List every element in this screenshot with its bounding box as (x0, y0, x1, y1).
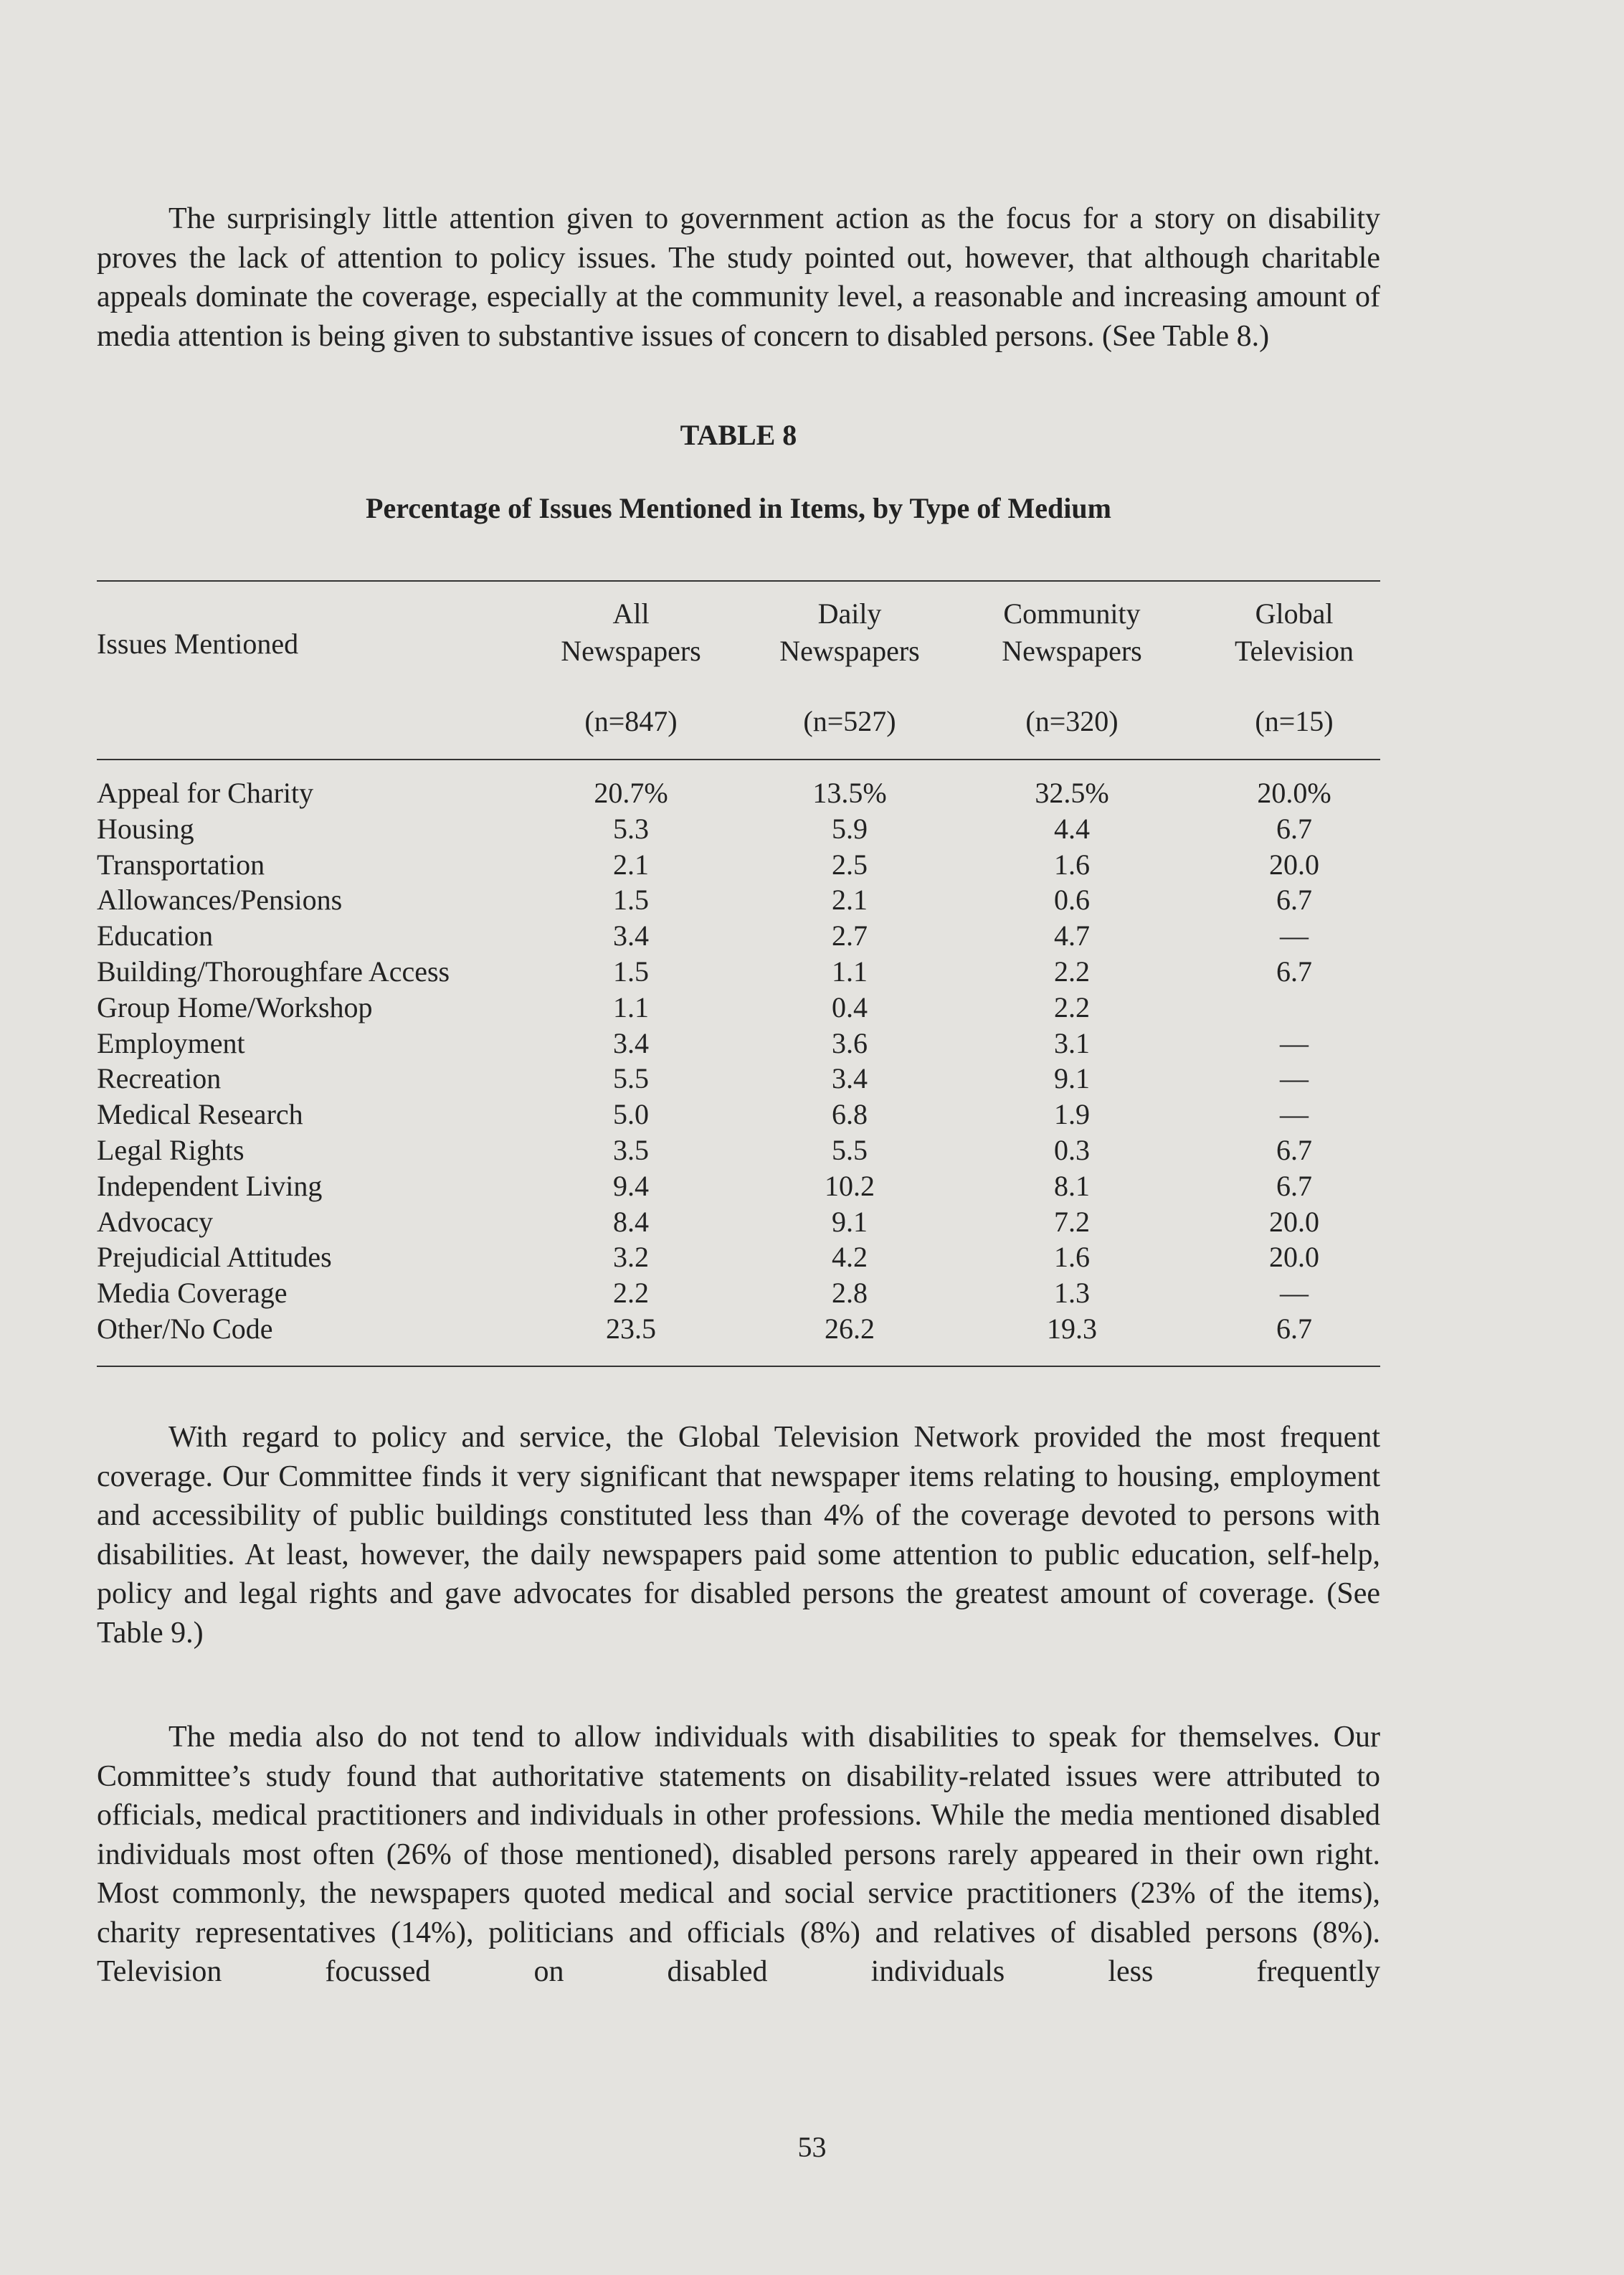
table-cell: 20.7% (594, 777, 668, 809)
issue-label: Media Coverage (97, 1277, 288, 1310)
table-cell: 6.8 (832, 1098, 868, 1131)
column-header-line: Community (1003, 597, 1141, 630)
table-row (97, 1097, 1380, 1132)
table-cell: 6.7 (1276, 955, 1312, 988)
table-row (97, 990, 1380, 1026)
table-cell: — (1280, 1026, 1309, 1059)
table-cell: 7.2 (1054, 1205, 1090, 1238)
table-cell: 1.5 (613, 884, 649, 917)
table-cell: 23.5 (606, 1312, 656, 1345)
sample-size-daily: (n=527) (803, 705, 896, 737)
table-cell: 2.7 (832, 919, 868, 952)
column-header-all-newspapers (541, 595, 721, 670)
table-row (97, 1168, 1380, 1204)
spokesperson-paragraph (97, 1718, 1380, 1992)
table-cell: 6.7 (1276, 1169, 1312, 1202)
table-row (97, 882, 1380, 918)
column-header-community-newspapers (964, 595, 1179, 670)
table-cell: 3.1 (1054, 1026, 1090, 1059)
table-cell: 9.4 (613, 1169, 649, 1202)
row-header: Issues Mentioned (97, 628, 299, 660)
table-cell: 0.4 (832, 990, 868, 1023)
table-cell: 9.1 (832, 1205, 868, 1238)
table-cell: 20.0% (1257, 777, 1331, 809)
issue-label: Advocacy (97, 1205, 214, 1238)
sample-size-all: (n=847) (584, 705, 678, 737)
table-cell: 6.7 (1276, 884, 1312, 917)
issue-label: Legal Rights (97, 1133, 244, 1166)
column-header-line: Newspapers (779, 635, 920, 667)
issue-label: Appeal for Charity (97, 777, 314, 809)
column-header-line: Newspapers (1002, 635, 1142, 667)
table-cell: 1.9 (1054, 1098, 1090, 1131)
table-row (97, 1311, 1380, 1347)
table-cell: 2.2 (613, 1277, 649, 1310)
paragraph-text: The media also do not tend to allow individuals with disabilities to speak for themselves. Our Committee’s study found that authoritative statements on disability-related issues were attributed to officials, medical practitioners and individuals in other professions. While the media mentioned disabled individuals most often (26% of those mentioned), disabled persons rarely appeared in their own right. Most commonly, the newspapers quoted medical and social service practitioners (23% of the items), charity representatives (14%), politicians and officials (8%) and relatives of disabled persons (8%). Television focussed on disabled individuals less frequently (97, 1721, 1380, 1988)
table-cell: 0.6 (1054, 884, 1090, 917)
column-header-line: Daily (817, 597, 882, 630)
table-row (97, 1061, 1380, 1097)
table-cell: 1.1 (613, 990, 649, 1023)
table-label: TABLE 8 (680, 419, 797, 451)
table-cell: 2.1 (613, 848, 649, 881)
table-cell: 0.3 (1054, 1133, 1090, 1166)
table-cell: 6.7 (1276, 1133, 1312, 1166)
table-cell: 1.6 (1054, 1241, 1090, 1274)
table-row (97, 1204, 1380, 1240)
issue-label: Prejudicial Attitudes (97, 1241, 332, 1274)
issue-label: Other/No Code (97, 1312, 273, 1345)
table-row (97, 954, 1380, 990)
table-cell: 4.2 (832, 1241, 868, 1274)
issue-label: Medical Research (97, 1098, 303, 1131)
table-cell: 2.5 (832, 848, 868, 881)
table-row (97, 1275, 1380, 1311)
table-row (97, 1239, 1380, 1275)
table-cell: 5.0 (613, 1098, 649, 1131)
table-cell: 2.2 (1054, 990, 1090, 1023)
table-cell: 19.3 (1047, 1312, 1097, 1345)
table-caption: Percentage of Issues Mentioned in Items, by Type of Medium (366, 492, 1111, 524)
issue-label: Recreation (97, 1062, 222, 1095)
policy-paragraph (97, 1418, 1380, 1652)
table-row (97, 847, 1380, 883)
table-cell: 20.0 (1269, 1205, 1319, 1238)
table-row (97, 1026, 1380, 1061)
table-cell: 2.8 (832, 1277, 868, 1310)
table-cell: — (1280, 1062, 1309, 1095)
sample-size-community: (n=320) (1025, 705, 1119, 737)
table-cell: 13.5% (812, 777, 887, 809)
table-row (97, 918, 1380, 954)
column-header-daily-newspapers (756, 595, 943, 670)
table-header-rule (97, 759, 1380, 760)
issue-label: Group Home/Workshop (97, 990, 373, 1023)
table-cell: 32.5% (1035, 777, 1109, 809)
column-header-line: Newspapers (561, 635, 701, 667)
table-cell: 6.7 (1276, 1312, 1312, 1345)
table-row (97, 775, 1380, 811)
table-cell: 3.2 (613, 1241, 649, 1274)
table-cell: 3.4 (832, 1062, 868, 1095)
table-body (97, 775, 1380, 1347)
table-row (97, 1132, 1380, 1168)
intro-paragraph (97, 199, 1380, 356)
paragraph-text: With regard to policy and service, the Global Television Network provided the most frequent coverage. Our Committee finds it very significant that newspaper items relating to housing, employment and accessibility of public buildings constituted less than 4% of the coverage devoted to persons with disabilities. At least, however, the daily newspapers paid some attention to public education, self-help, policy and legal rights and gave advocates for disabled persons the greatest amount of coverage. (See Table 9.) (97, 1421, 1380, 1650)
column-header-line: Global (1255, 597, 1334, 630)
issue-label: Independent Living (97, 1169, 323, 1202)
table-bottom-rule (97, 1366, 1380, 1367)
issue-label: Building/Thoroughfare Access (97, 955, 450, 988)
paragraph-text: The surprisingly little attention given to government action as the focus for a story on disability proves the lack of attention to policy issues. The study pointed out, however, that although charitable appeals dominate the coverage, especially at the community level, a reasonable and increasing amount of media attention is being given to substantive issues of concern to disabled persons. (See Table 8.) (97, 202, 1380, 353)
table-cell: 8.1 (1054, 1169, 1090, 1202)
issue-label: Education (97, 919, 214, 952)
table-top-rule (97, 580, 1380, 582)
table-cell: 4.7 (1054, 919, 1090, 952)
issue-label: Allowances/Pensions (97, 884, 343, 917)
table-cell: 1.3 (1054, 1277, 1090, 1310)
table-cell: 8.4 (613, 1205, 649, 1238)
table-cell: 6.7 (1276, 812, 1312, 845)
table-cell: 1.1 (832, 955, 868, 988)
table-cell: 5.5 (832, 1133, 868, 1166)
table-cell: 2.2 (1054, 955, 1090, 988)
issue-label: Transportation (97, 848, 265, 881)
table-cell: 5.5 (613, 1062, 649, 1095)
table-cell: 20.0 (1269, 1241, 1319, 1274)
table-cell: 1.6 (1054, 848, 1090, 881)
column-header-line: All (612, 597, 650, 630)
table-row (97, 811, 1380, 847)
table-cell: 20.0 (1269, 848, 1319, 881)
table-cell: 5.3 (613, 812, 649, 845)
table-cell: — (1280, 1098, 1309, 1131)
table-cell: 5.9 (832, 812, 868, 845)
table-cell: 2.1 (832, 884, 868, 917)
issue-label: Housing (97, 812, 194, 845)
table-cell: 26.2 (825, 1312, 875, 1345)
column-header-line: Television (1234, 635, 1354, 667)
table-cell: 3.4 (613, 1026, 649, 1059)
table-cell: 1.5 (613, 955, 649, 988)
table-cell: 3.5 (613, 1133, 649, 1166)
page-number: 53 (797, 2131, 827, 2163)
table-cell: 3.6 (832, 1026, 868, 1059)
table-cell: 9.1 (1054, 1062, 1090, 1095)
column-header-global-television (1194, 595, 1395, 670)
table-cell: 10.2 (825, 1169, 875, 1202)
table-cell: 4.4 (1054, 812, 1090, 845)
table-cell: — (1280, 1277, 1309, 1310)
sample-size-television: (n=15) (1255, 705, 1334, 737)
table-cell: — (1280, 919, 1309, 952)
issue-label: Employment (97, 1026, 245, 1059)
table-cell: 3.4 (613, 919, 649, 952)
